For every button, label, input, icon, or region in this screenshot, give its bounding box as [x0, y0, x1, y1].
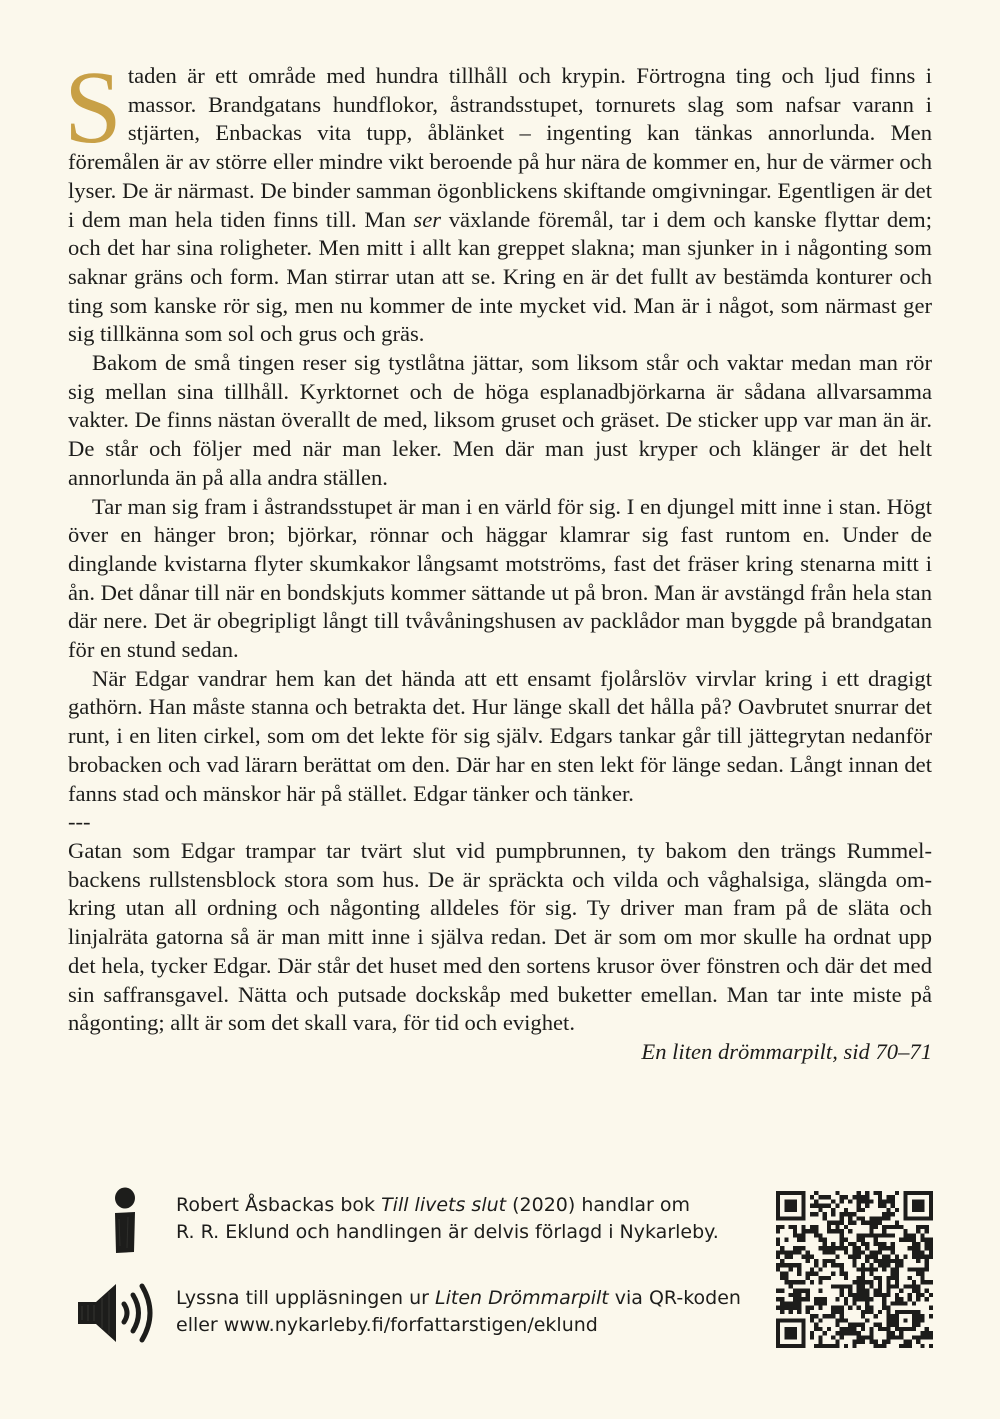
- book-info-line-2: R. R. Eklund och handlingen är delvis förlagd i Nykarleby.: [176, 1221, 719, 1243]
- paragraph-4: När Edgar vandrar hem kan det hända att ett ensamt fjolårslöv virvlar kring i ett dragigt gathörn. Han måste stanna och betrakta det. Hur länge skall det hålla på? Oavbrutet snurrar det runt, i en liten cirkel, som om det lekte för sig själv. Edgars tankar går till jättegrytan nedanför brobacken och vad lärarn berättat om den. Där har en sten lekt för länge sedan. Långt innan det fanns stad och mänskor här på stället. Edgar tänker och tänker.: [68, 665, 932, 806]
- paragraph-3: Tar man sig fram i åstrandsstupet är man i en värld för sig. I en djungel mitt inne i stan. Högt över en hänger bron; björkar, rönnar och häggar klamrar sig fast runtom en. Under de dinglande kvistarna flyter skumkakor långsamt motströms, fast det fräser kring stenarna mitt i ån. Det dånar till när en bondskjuts kommer sättande ut på bron. Man är avstängd från hela stan där nere. Det är obegripligt långt till tvåvåningshusen av packlådor man byggde på brandgatan för en stund sedan.: [68, 493, 932, 663]
- audio-text-3: eller: [176, 1314, 224, 1336]
- audio-text-2: via QR-koden: [608, 1287, 741, 1309]
- audio-text: Lyssna till uppläsningen ur: [176, 1287, 436, 1309]
- audio-title: Liten Drömmarpilt: [435, 1287, 609, 1309]
- book-title: Till livets slut: [381, 1194, 507, 1216]
- source-citation: En liten drömmarpilt, sid 70–71: [641, 1038, 932, 1064]
- passage: [64, 50, 933, 1067]
- book-info: [176, 1192, 756, 1246]
- paragraph-5: Gatan som Edgar trampar tar tvärt slut vid pumpbrunnen, ty bakom den trängs Rummelbackens rullstensblock stora som hus. De är spräckta och vilda och våghalsiga, slängda omkring utan all ordning och någonting alldeles för sig. Ty driver man fram på de släta och linjalräta gatorna så är man mitt inne i själva redan. Det är som om mor skulle ha ordnat upp det hela, tycker Edgar. Där står det huset med den sortens krusor över fönstren och där det med sin saffransgavel. Nätta och putsade dockskåp med buketter emellan. Man tar inte miste på någonting; allt är som det skall vara, för tid och evighet.: [68, 837, 932, 1036]
- emphasis: ser: [413, 206, 442, 232]
- paragraph-2: Bakom de små tingen reser sig tystlåtna jättar, som liksom står och vaktar medan man rör sig mellan sina tillhåll. Kyrktornet och de höga esplanadbjörkarna är sådana allvarsamma vakter. De finns nästan överallt de med, liksom gruset och gräset. De sticker upp var man än är. De står och följer med när man leker. Men där man just kryper och klänger är det helt annorlunda än på alla andra ställen.: [68, 350, 932, 490]
- audio-url-link[interactable]: www.nykarleby.fi/forfattarstigen/eklund: [223, 1314, 598, 1336]
- section-separator: ---: [68, 809, 91, 835]
- paragraph-1-text: taden är ett område med hundra tillhåll och krypin. Förtrogna ting och ljud finns i massor. Brandgatans hundflokor, åstrandsstupet, tornurets slag som nafsar varann i stjärten, Enbackas vita tupp, åblänket – ingenting kan tänkas annorlunda. Men föremålen är av större eller mindre vikt beroende på hur nära de kommer en, hur de värmer och lyser. De är närmast. De binder samman ögonblickens skiftande omgivningar. Egentligen är det i dem man hela tiden finns till. Man: [68, 63, 932, 232]
- paragraph-1: [64, 50, 933, 349]
- book-info-text: Robert Åsbackas bok: [176, 1194, 382, 1216]
- paragraph-1-rest: växlande föremål, tar i dem och kanske flyttar dem; och det har sina roligheter. Men mitt i allt kan greppet slakna; man sjunker in i någonting som saknar gräns och form. Man stirrar utan att se. Kring en är det fullt av bestämda konturer och ting som kanske rör sig, men nu kommer de inte mycket vid. Man är i något, som närmast ger sig tillkänna som sol och grus och gräs.: [68, 206, 933, 347]
- book-info-text-2: (2020) handlar om: [506, 1194, 691, 1216]
- audio-info: [176, 1285, 776, 1339]
- info-section: [176, 1192, 756, 1336]
- info-icon: [108, 1186, 142, 1256]
- drop-cap: S: [64, 50, 122, 165]
- qr-code[interactable]: [776, 1191, 933, 1348]
- audio-info-text: [176, 1285, 776, 1339]
- speaker-icon: [76, 1280, 158, 1346]
